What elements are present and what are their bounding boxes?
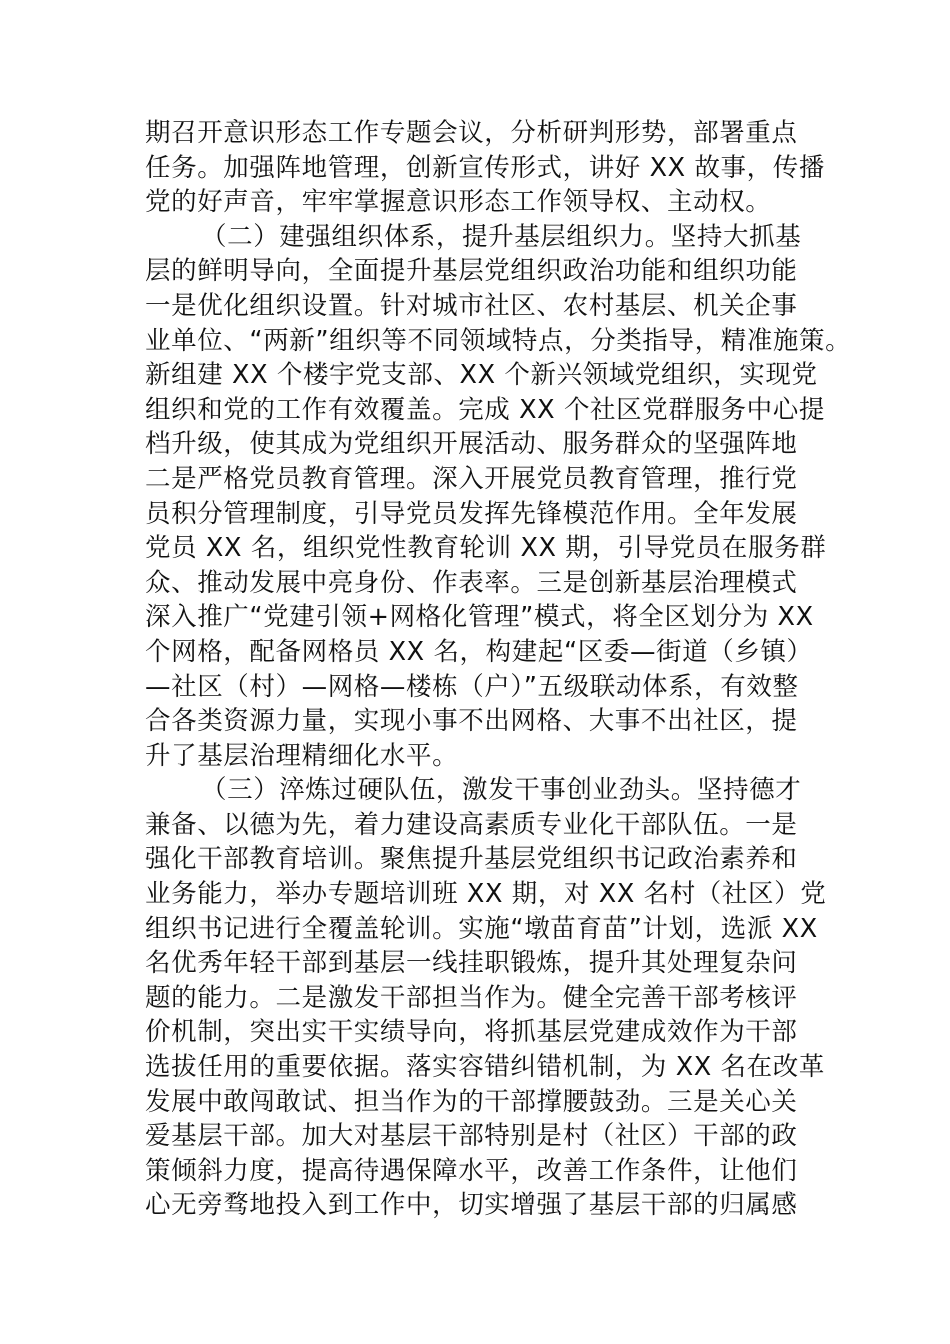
text-line: 层的鲜明导向，全面提升基层党组织政治功能和组织功能 — [145, 256, 798, 287]
text-line: 员积分管理制度，引导党员发挥先锋模范作用。全年发展 — [145, 498, 798, 529]
text-line: 任务。加强阵地管理，创新宣传形式，讲好 XX 故事，传播 — [145, 152, 825, 183]
paragraph-continuation — [145, 116, 825, 220]
text-line: 档升级，使其成为党组织开展活动、服务群众的坚强阵地 — [145, 429, 798, 460]
text-line: 业务能力，举办专题培训班 XX 期，对 XX 名村（社区）党 — [145, 879, 827, 910]
text-line: 合各类资源力量，实现小事不出网格、大事不出社区，提 — [145, 706, 798, 737]
text-line: 强化干部教育培训。聚焦提升基层党组织书记政治素养和 — [145, 844, 798, 875]
text-line: 新组建 XX 个楼宇党支部、XX 个新兴领域党组织，实现党 — [145, 360, 818, 391]
text-line: 心无旁骛地投入到工作中，切实增强了基层干部的归属感 — [145, 1190, 798, 1221]
text-line: 众、推动发展中亮身份、作表率。三是创新基层治理模式 — [145, 567, 798, 598]
text-line: 期召开意识形态工作专题会议，分析研判形势，部署重点 — [145, 118, 798, 148]
text-line: 价机制，突出实干实绩导向，将抓基层党建成效作为干部 — [145, 1017, 798, 1048]
text-line: 兼备、以德为先，着力建设高素质专业化干部队伍。一是 — [145, 809, 798, 840]
text-line: 党员 XX 名，组织党性教育轮训 XX 期，引导党员在服务群 — [145, 533, 827, 564]
text-line: 发展中敢闯敢试、担当作为的干部撑腰鼓劲。三是关心关 — [145, 1086, 798, 1117]
text-line: 业单位、“两新”组织等不同领域特点，分类指导，精准施策。 — [145, 325, 852, 356]
text-line: —社区（村）—网格—楼栋（户）”五级联动体系，有效整 — [145, 671, 799, 702]
text-line: 深入推广“党建引领+网格化管理”模式，将全区划分为 XX — [145, 602, 814, 633]
text-line: 二是严格党员教育管理。深入开展党员教育管理，推行党 — [145, 463, 798, 494]
section-heading-line: （三）淬炼过硬队伍，激发干事创业劲头。坚持德才 — [201, 775, 802, 806]
text-line: 题的能力。二是激发干部担当作为。健全完善干部考核评 — [145, 982, 798, 1013]
text-line: 组织和党的工作有效覆盖。完成 XX 个社区党群服务中心提 — [145, 394, 825, 425]
paragraph-section-2 — [145, 220, 852, 774]
text-line: 党的好声音，牢牢掌握意识形态工作领导权、主动权。 — [145, 187, 772, 218]
paragraph-section-3 — [145, 773, 825, 1223]
document-page — [145, 116, 852, 1223]
text-line: 升了基层治理精细化水平。 — [145, 740, 459, 771]
text-line: 爱基层干部。加大对基层干部特别是村（社区）干部的政 — [145, 1121, 798, 1152]
text-line: 名优秀年轻干部到基层一线挂职锻炼，提升其处理复杂问 — [145, 948, 798, 979]
text-line: 个网格，配备网格员 XX 名，构建起“区委—街道（乡镇） — [145, 636, 813, 667]
section-heading-line: （二）建强组织体系，提升基层组织力。坚持大抓基 — [201, 221, 802, 252]
text-line: 组织书记进行全覆盖轮训。实施“墩苗育苗”计划，选派 XX — [145, 913, 818, 944]
text-line: 一是优化组织设置。针对城市社区、农村基层、机关企事 — [145, 290, 798, 321]
text-line: 选拔任用的重要依据。落实容错纠错机制，为 XX 名在改革 — [145, 1052, 825, 1083]
text-line: 策倾斜力度，提高待遇保障水平，改善工作条件，让他们 — [145, 1155, 798, 1186]
